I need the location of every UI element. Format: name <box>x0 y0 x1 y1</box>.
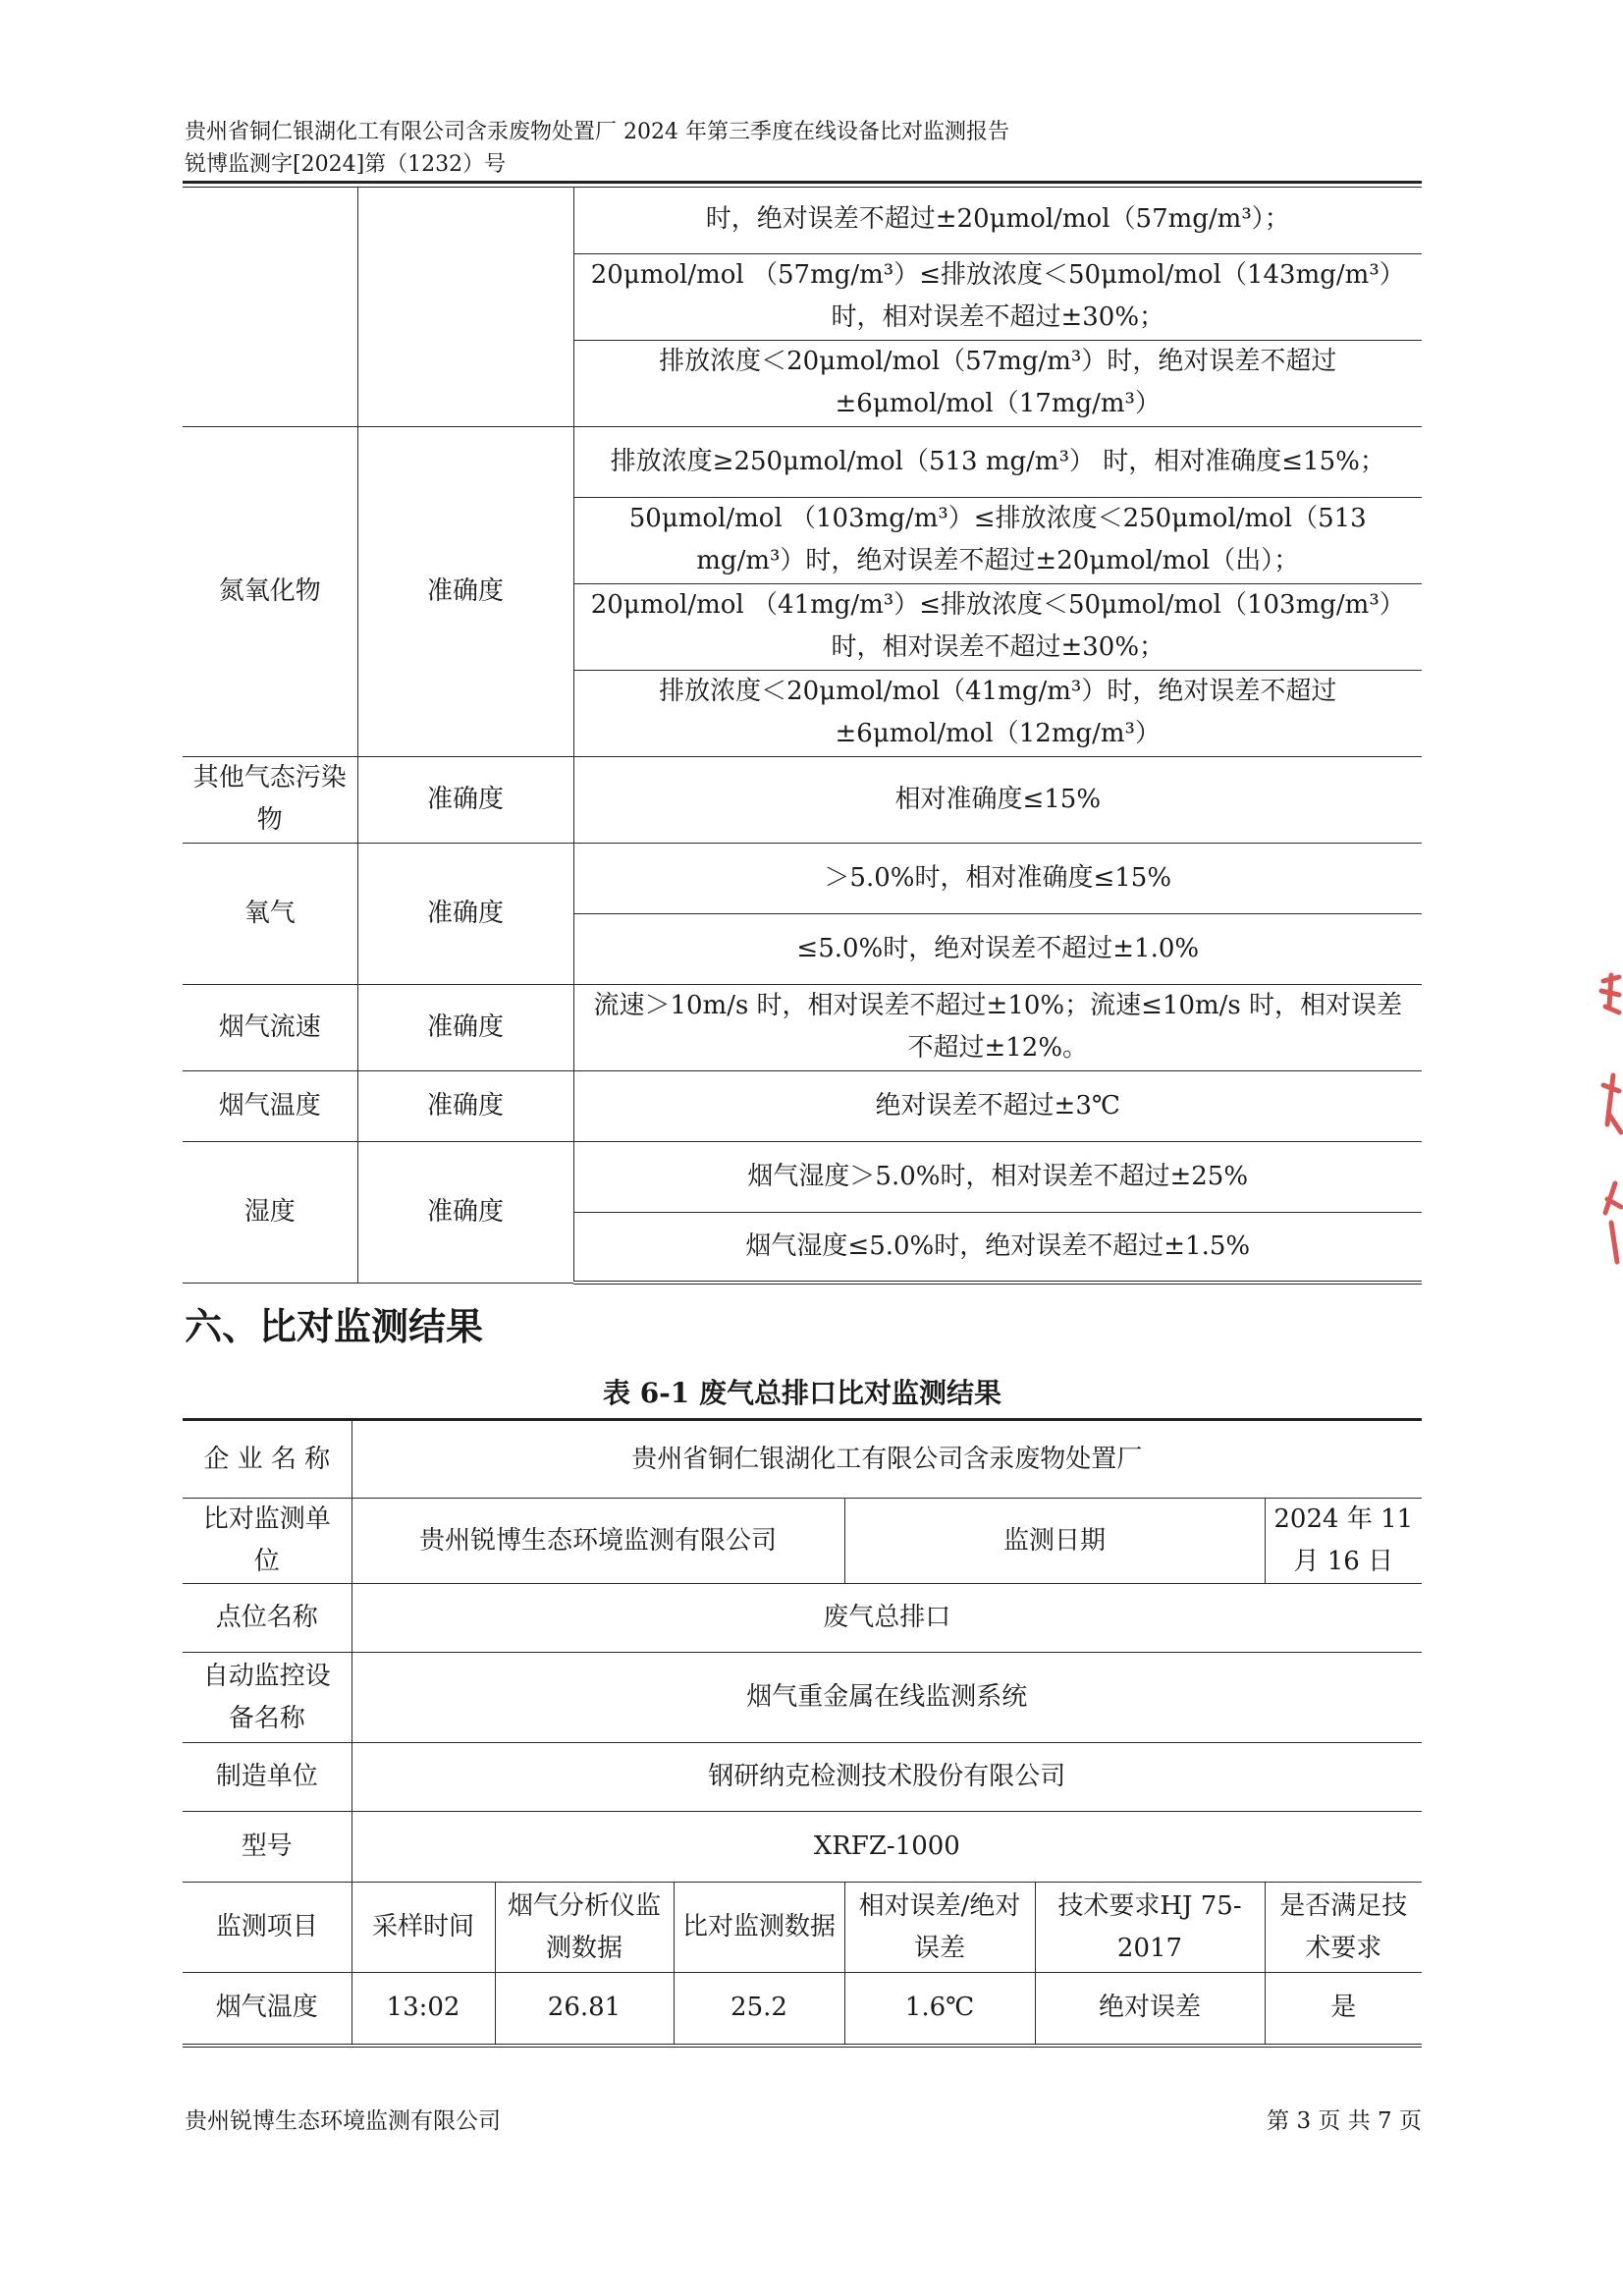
metric-name: 准确度 <box>357 426 573 756</box>
requirement-cell: ≤5.0%时，绝对误差不超过±1.0% <box>573 913 1422 984</box>
device-value: 烟气重金属在线监测系统 <box>352 1653 1422 1743</box>
table-row <box>183 1973 1422 2046</box>
results-table <box>183 1418 1422 2048</box>
column-header: 比对监测数据 <box>674 1883 844 1973</box>
table-row <box>183 1499 1422 1584</box>
table-row <box>183 187 1422 253</box>
maker-label: 制造单位 <box>183 1743 352 1812</box>
header-rule-thick <box>183 181 1422 184</box>
requirements-table <box>183 187 1422 1285</box>
table-row <box>183 756 1422 843</box>
table-cell: 是 <box>1265 1973 1422 2046</box>
pollutant-name: 烟气温度 <box>183 1070 357 1141</box>
section-heading: 六、比对监测结果 <box>185 1305 484 1348</box>
pollutant-name: 氮氧化物 <box>183 426 357 756</box>
point-label: 点位名称 <box>183 1584 352 1653</box>
report-header <box>185 116 1009 181</box>
requirement-cell: 排放浓度≥250μmol/mol（513 mg/m³） 时，相对准确度≤15%； <box>573 426 1422 497</box>
footer-company: 贵州锐博生态环境监测有限公司 <box>185 2108 501 2134</box>
metric-name: 准确度 <box>357 984 573 1070</box>
report-number: 锐博监测字[2024]第（1232）号 <box>185 152 507 177</box>
column-header: 监测项目 <box>183 1883 352 1973</box>
requirement-cell: 绝对误差不超过±3℃ <box>573 1070 1422 1141</box>
requirement-cell: 50μmol/mol （103mg/m³）≤排放浓度＜250μmol/mol（513 mg/m³）时，绝对误差不超过±20μmol/mol（出）； <box>573 497 1422 583</box>
requirement-cell: 20μmol/mol （41mg/m³）≤排放浓度＜50μmol/mol（103mg/m³）时，相对误差不超过±30%； <box>573 583 1422 670</box>
metric-name: 准确度 <box>357 1070 573 1141</box>
report-title: 贵州省铜仁银湖化工有限公司含汞废物处置厂 2024 年第三季度在线设备比对监测报告 <box>185 120 1009 144</box>
requirement-cell: ＞5.0%时，相对准确度≤15% <box>573 843 1422 913</box>
seal-stamp-edge <box>1590 967 1623 1291</box>
requirement-cell: 排放浓度＜20μmol/mol（41mg/m³）时，绝对误差不超过±6μmol/mol（12mg/m³） <box>573 670 1422 756</box>
table-caption: 表 6-1 废气总排口比对监测结果 <box>602 1377 1002 1409</box>
model-label: 型号 <box>183 1812 352 1883</box>
unit-value: 贵州锐博生态环境监测有限公司 <box>352 1499 844 1584</box>
table-cell: 26.81 <box>495 1973 674 2046</box>
column-header: 烟气分析仪监测数据 <box>495 1883 674 1973</box>
requirement-cell: 烟气湿度≤5.0%时，绝对误差不超过±1.5% <box>573 1212 1422 1283</box>
table-row <box>183 1070 1422 1141</box>
pollutant-name: 氧气 <box>183 843 357 984</box>
metric-name: 准确度 <box>357 1141 573 1283</box>
column-header: 采样时间 <box>352 1883 495 1973</box>
table-row <box>183 1743 1422 1812</box>
column-header: 是否满足技术要求 <box>1265 1883 1422 1973</box>
unit-label: 比对监测单位 <box>183 1499 352 1584</box>
requirement-cell: 时，绝对误差不超过±20μmol/mol（57mg/m³）； <box>573 187 1422 253</box>
pollutant-name: 湿度 <box>183 1141 357 1283</box>
pollutant-name: 烟气流速 <box>183 984 357 1070</box>
table-row <box>183 426 1422 497</box>
page-number: 第 3 页 共 7 页 <box>1267 2108 1422 2134</box>
table-cell: 烟气温度 <box>183 1973 352 2046</box>
table-row <box>183 843 1422 913</box>
cont-pollutant-cell <box>183 187 357 426</box>
table-row <box>183 1812 1422 1883</box>
table-cell: 25.2 <box>674 1973 844 2046</box>
point-value: 废气总排口 <box>352 1584 1422 1653</box>
table-row <box>183 1141 1422 1212</box>
device-label: 自动监控设备名称 <box>183 1653 352 1743</box>
metric-name: 准确度 <box>357 843 573 984</box>
table-cell: 13:02 <box>352 1973 495 2046</box>
table-cell: 绝对误差 <box>1035 1973 1265 2046</box>
requirement-cell: 排放浓度＜20μmol/mol（57mg/m³）时，绝对误差不超过±6μmol/mol（17mg/m³） <box>573 340 1422 426</box>
maker-value: 钢研纳克检测技术股份有限公司 <box>352 1743 1422 1812</box>
column-header: 技术要求HJ 75-2017 <box>1035 1883 1265 1973</box>
cont-metric-cell <box>357 187 573 426</box>
table-row <box>183 1653 1422 1743</box>
requirement-cell: 流速＞10m/s 时，相对误差不超过±10%；流速≤10m/s 时，相对误差不超过±12%。 <box>573 984 1422 1070</box>
column-header: 相对误差/绝对误差 <box>844 1883 1035 1973</box>
requirement-cell: 相对准确度≤15% <box>573 756 1422 843</box>
company-value: 贵州省铜仁银湖化工有限公司含汞废物处置厂 <box>352 1420 1422 1499</box>
date-label: 监测日期 <box>844 1499 1265 1584</box>
model-value: XRFZ-1000 <box>352 1812 1422 1883</box>
metric-name: 准确度 <box>357 756 573 843</box>
table-row <box>183 1420 1422 1499</box>
company-label: 企 业 名 称 <box>183 1420 352 1499</box>
table-row <box>183 984 1422 1070</box>
date-value: 2024 年 11 月 16 日 <box>1265 1499 1422 1584</box>
requirement-cell: 烟气湿度＞5.0%时，相对误差不超过±25% <box>573 1141 1422 1212</box>
requirement-cell: 20μmol/mol （57mg/m³）≤排放浓度＜50μmol/mol（143mg/m³）时，相对误差不超过±30%； <box>573 253 1422 340</box>
column-header-row <box>183 1883 1422 1973</box>
table-cell: 1.6℃ <box>844 1973 1035 2046</box>
table-row <box>183 1584 1422 1653</box>
pollutant-name: 其他气态污染物 <box>183 756 357 843</box>
